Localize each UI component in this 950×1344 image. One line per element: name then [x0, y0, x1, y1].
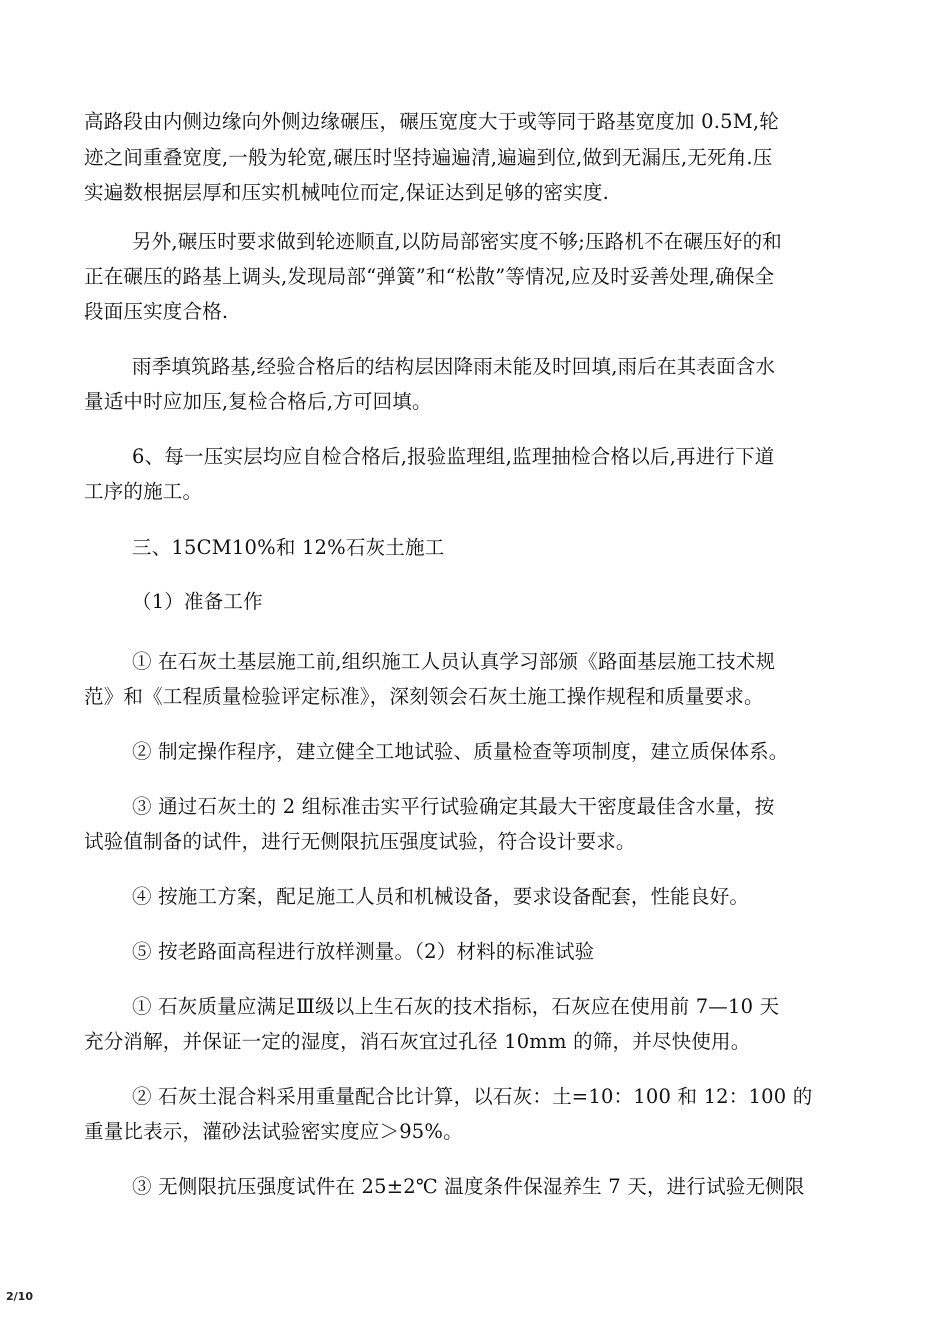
text-line: ③ 无侧限抗压强度试件在 25±2℃ 温度条件保湿养生 7 天，进行试验无侧限	[132, 1175, 805, 1198]
text-line: 另外,碾压时要求做到轮迹顺直,以防局部密实度不够;压路机不在碾压好的和	[132, 230, 782, 253]
text-line: 迹之间重叠宽度,一般为轮宽,碾压时坚持遍遍清,遍遍到位,做到无漏压,无死角.压	[84, 146, 773, 169]
text-line: 量适中时应加压,复检合格后,方可回填。	[84, 390, 432, 413]
text-line: 试验值制备的试件，进行无侧限抗压强度试验，符合设计要求。	[84, 830, 636, 853]
text-line: 实遍数根据层厚和压实机械吨位而定,保证达到足够的密实度.	[84, 181, 609, 204]
text-line: 段面压实度合格.	[84, 300, 229, 323]
text-line: 雨季填筑路基,经验合格后的结构层因降雨未能及时回填,雨后在其表面含水	[132, 355, 776, 378]
text-line: ③ 通过石灰土的 2 组标准击实平行试验确定其最大干密度最佳含水量，按	[132, 795, 775, 818]
text-line: 工序的施工。	[84, 480, 203, 503]
page-number: 2/10	[6, 1290, 33, 1303]
text-line: ⑤ 按老路面高程进行放样测量。（2）材料的标准试验	[132, 940, 595, 963]
subsection-heading: （1）准备工作	[132, 590, 263, 613]
text-line: 6、每一压实层均应自检合格后,报验监理组,监理抽检合格以后,再进行下道	[132, 445, 775, 468]
text-line: ④ 按施工方案，配足施工人员和机械设备，要求设备配套，性能良好。	[132, 885, 750, 908]
text-line: ① 石灰质量应满足Ⅲ级以上生石灰的技术指标，石灰应在使用前 7—10 天	[132, 995, 780, 1018]
text-line: ② 制定操作程序，建立健全工地试验、质量检查等项制度，建立质保体系。	[132, 740, 789, 763]
text-line: 范》和《工程质量检验评定标准》，深刻领会石灰土施工操作规程和质量要求。	[84, 685, 764, 708]
section-heading: 三、15CM10%和 12%石灰土施工	[132, 536, 445, 559]
text-line: 重量比表示，灌砂法试验密实度应＞95%。	[84, 1120, 463, 1143]
text-line: ② 石灰土混合料采用重量配合比计算，以石灰：土=10：100 和 12：100 的	[132, 1085, 813, 1108]
text-line: 高路段由内侧边缘向外侧边缘碾压，碾压宽度大于或等同于路基宽度加 0.5M,轮	[84, 110, 779, 133]
text-line: ① 在石灰土基层施工前,组织施工人员认真学习部颁《路面基层施工技术规	[132, 650, 776, 673]
text-line: 正在碾压的路基上调头,发现局部“弹簧”和“松散”等情况,应及时妥善处理,确保全	[84, 265, 775, 288]
text-line: 充分消解，并保证一定的湿度，消石灰宜过孔径 10mm 的筛，并尽快使用。	[84, 1030, 751, 1053]
